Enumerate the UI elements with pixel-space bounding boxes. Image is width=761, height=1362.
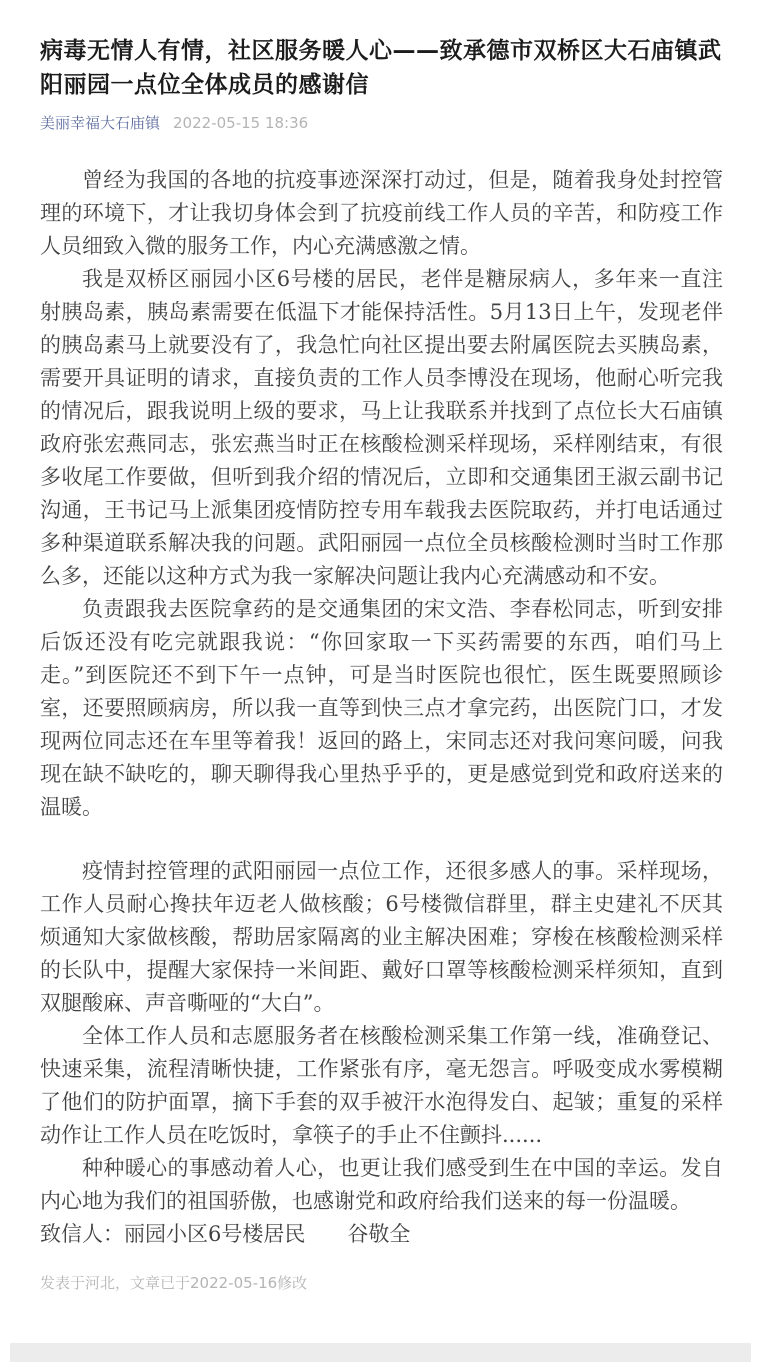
- article-paragraph: 全体工作人员和志愿服务者在核酸检测采集工作第一线，准确登记、快速采集，流程清晰快捷，工作紧张有序，毫无怨言。呼吸变成水雾模糊了他们的防护面罩，摘下手套的双手被汗水泡得发白、起皱；重复的采样动作让工作人员在吃饭时，拿筷子的手止不住颤抖......: [40, 1024, 723, 1147]
- author-link[interactable]: 美丽幸福大石庙镇: [40, 114, 161, 132]
- article-paragraph: 疫情封控管理的武阳丽园一点位工作，还很多感人的事。采样现场，工作人员耐心搀扶年迈老人做核酸；6号楼微信群里，群主史建礼不厌其烦通知大家做核酸，帮助居家隔离的业主解决困难；穿梭在核酸检测采样的长队中，提醒大家保持一米间距、戴好口罩等核酸检测采样须知，直到双腿酸麻、声音嘶哑的“大白”。: [40, 859, 723, 1015]
- publish-location-note: 发表于河北，文章已于2022-05-16修改: [40, 1274, 308, 1292]
- publish-date: 2022-05-15 18:36: [173, 114, 309, 132]
- article-paragraph: 曾经为我国的各地的抗疫事迹深深打动过，但是，随着我身处封控管理的环境下，才让我切身体会到了抗疫前线工作人员的辛苦，和防疫工作人员细致入微的服务工作，内心充满感激之情。: [40, 168, 723, 258]
- article-body: [40, 164, 723, 1251]
- article-paragraph: 种种暖心的事感动着人心，也更让我们感受到生在中国的幸运。发自内心地为我们的祖国骄傲，也感谢党和政府给我们送来的每一份温暖。: [40, 1156, 723, 1213]
- article-title: 病毒无情人有情，社区服务暖人心——致承德市双桥区大石庙镇武阳丽园一点位全体成员的感谢信: [40, 38, 722, 98]
- article-paragraph: 我是双桥区丽园小区6号楼的居民，老伴是糖尿病人，多年来一直注射胰岛素，胰岛素需要在低温下才能保持活性。5月13日上午，发现老伴的胰岛素马上就要没有了，我急忙向社区提出要去附属医院去买胰岛素，需要开具证明的请求，直接负责的工作人员李博没在现场，他耐心听完我的情况后，跟我说明上级的要求，马上让我联系并找到了点位长大石庙镇政府张宏燕同志，张宏燕当时正在核酸检测采样现场，采样刚结束，有很多收尾工作要做，但听到我介绍的情况后，立即和交通集团王淑云副书记沟通，王书记马上派集团疫情防控专用车载我去医院取药，并打电话通过多种渠道联系解决我的问题。武阳丽园一点位全员核酸检测时当时工作那么多，还能以这种方式为我一家解决问题让我内心充满感动和不安。: [40, 267, 723, 588]
- article-paragraph: 负责跟我去医院拿药的是交通集团的宋文浩、李春松同志，听到安排后饭还没有吃完就跟我说：“你回家取一下买药需要的东西，咱们马上走。”到医院还不到下午一点钟，可是当时医院也很忙，医生既要照顾诊室，还要照顾病房，所以我一直等到快三点才拿完药，出医院门口，才发现两位同志还在车里等着我！返回的路上，宋同志还对我问寒问暖，问我现在缺不缺吃的，聊天聊得我心里热乎乎的，更是感觉到党和政府送来的温暖。: [40, 597, 723, 819]
- bottom-divider-bar: [10, 1343, 751, 1362]
- signoff-line: 致信人：丽园小区6号楼居民 谷敬全: [40, 1222, 411, 1246]
- byline: [40, 113, 723, 133]
